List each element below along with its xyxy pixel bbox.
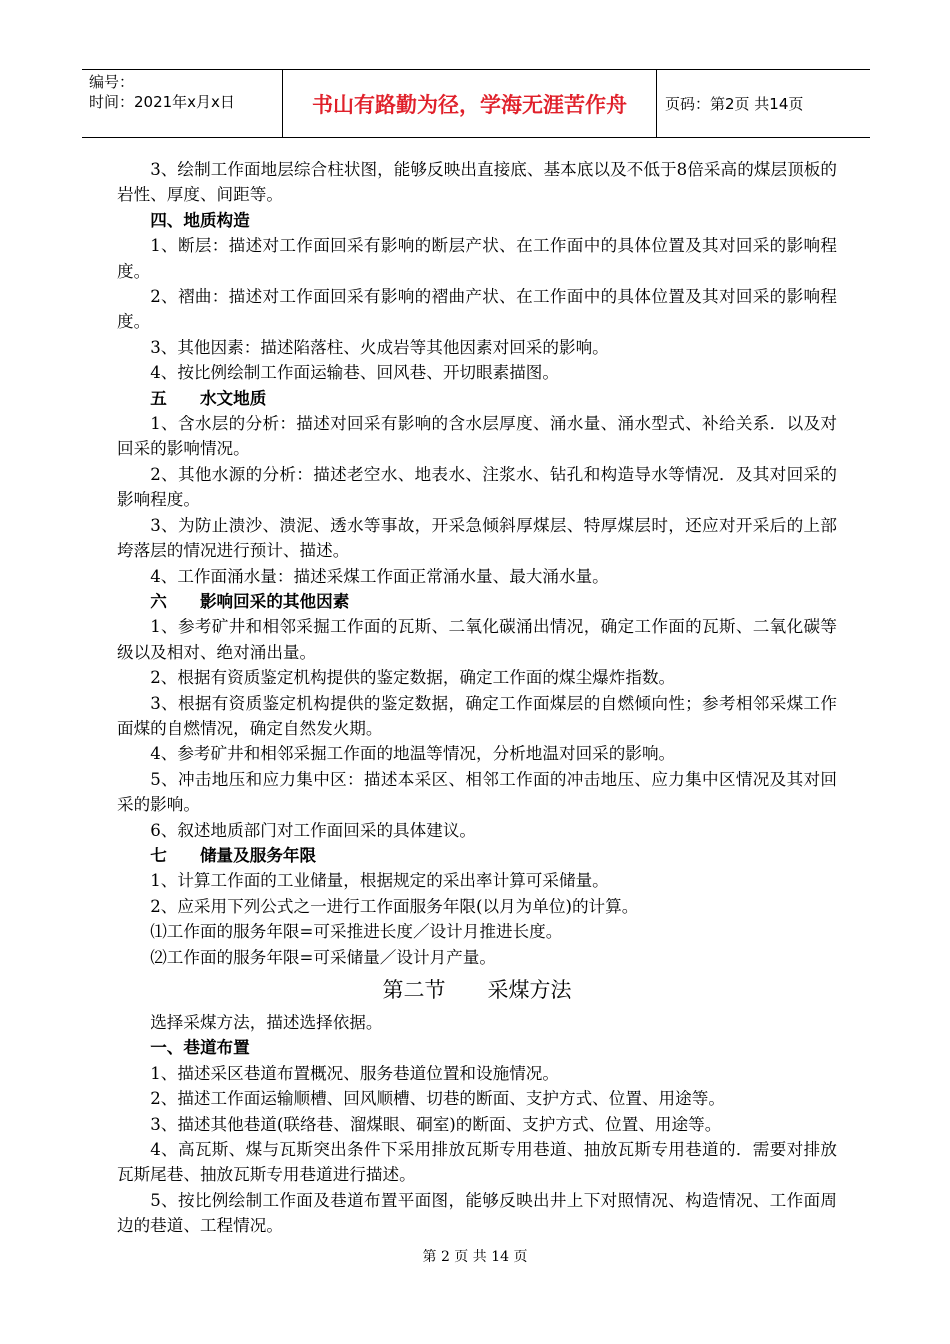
paragraph: 5、冲击地压和应力集中区：描述本采区、相邻工作面的冲击地压、应力集中区情况及其对回采的影响。 xyxy=(117,769,837,815)
paragraph: 1、含水层的分析：描述对回采有影响的含水层厚度、涌水量、涌水型式、补给关系．以及对回采的影响情况。 xyxy=(117,414,837,459)
paragraph: 1、计算工作面的工业储量，根据规定的采出率计算可采储量。 xyxy=(150,871,609,891)
header-table xyxy=(82,69,870,138)
section-number: 第二节 xyxy=(382,978,446,1002)
paragraph: 2、褶曲：描述对工作面回采有影响的褶曲产状、在工作面中的具体位置及其对回采的影响程度。 xyxy=(117,287,837,332)
paragraph: 2、描述工作面运输顺槽、回风顺槽、切巷的断面、支护方式、位置、用途等。 xyxy=(150,1089,725,1109)
paragraph: 3、根据有资质鉴定机构提供的鉴定数据，确定工作面煤层的自燃倾向性；参考相邻采煤工作面煤的自燃情况，确定自然发火期。 xyxy=(117,693,837,738)
paragraph: 2、根据有资质鉴定机构提供的鉴定数据，确定工作面的煤尘爆炸指数。 xyxy=(150,668,676,688)
header-meta xyxy=(82,70,283,137)
heading: 一、巷道布置 xyxy=(150,1037,250,1058)
heading: 五 水文地质 xyxy=(150,387,267,408)
paragraph: 1、参考矿井和相邻采掘工作面的瓦斯、二氧化碳涌出情况，确定工作面的瓦斯、二氧化碳等级以及相对、绝对涌出量。 xyxy=(117,617,837,662)
heading: 七 储量及服务年限 xyxy=(150,844,317,865)
paragraph: 4、高瓦斯、煤与瓦斯突出条件下采用排放瓦斯专用巷道、抽放瓦斯专用巷道的．需要对排放瓦斯尾巷、抽放瓦斯专用巷道进行描述。 xyxy=(117,1140,837,1185)
number-label: 编号： xyxy=(89,73,135,91)
paragraph: 3、为防止溃沙、溃泥、透水等事故，开采急倾斜厚煤层、特厚煤层时，还应对开采后的上部垮落层的情况进行预计、描述。 xyxy=(117,515,837,561)
paragraph: 1、断层：描述对工作面回采有影响的断层产状、在工作面中的具体位置及其对回采的影响程度。 xyxy=(117,236,837,281)
heading: 六 影响回采的其他因素 xyxy=(150,590,350,611)
paragraph: 3、描述其他巷道(联络巷、溜煤眼、硐室)的断面、支护方式、位置、用途等。 xyxy=(150,1114,722,1134)
heading: 四、地质构造 xyxy=(150,209,250,230)
page-label: 页码：第2页 共14页 xyxy=(665,95,804,113)
paragraph: 1、描述采区巷道布置概况、服务巷道位置和设施情况。 xyxy=(150,1063,559,1083)
paragraph: 3、绘制工作面地层综合柱状图，能够反映出直接底、基本底以及不低于8倍采高的煤层顶板的岩性、厚度、间距等。 xyxy=(117,160,837,205)
date-label: 时间：2021年x月x日 xyxy=(89,93,235,111)
paragraph: 4、工作面涌水量：描述采煤工作面正常涌水量、最大涌水量。 xyxy=(150,566,609,586)
motto: 书山有路勤为径，学海无涯苦作舟 xyxy=(283,70,657,137)
paragraph: 6、叙述地质部门对工作面回采的具体建议。 xyxy=(150,820,477,840)
paragraph: 选择采煤方法，描述选择依据。 xyxy=(150,1013,383,1032)
paragraph: 2、其他水源的分析：描述老空水、地表水、注浆水、钻孔和构造导水等情况．及其对回采的影响程度。 xyxy=(117,464,837,510)
paragraph: 5、按比例绘制工作面及巷道布置平面图，能够反映出井上下对照情况、构造情况、工作面周边的巷道、工程情况。 xyxy=(117,1190,837,1236)
document-body xyxy=(117,157,837,1239)
paragraph: 4、参考矿井和相邻采掘工作面的地温等情况，分析地温对回采的影响。 xyxy=(150,744,676,764)
paragraph: 4、按比例绘制工作面运输巷、回风巷、开切眼素描图。 xyxy=(150,363,559,383)
paragraph: 2、应采用下列公式之一进行工作面服务年限(以月为单位)的计算。 xyxy=(150,896,639,916)
paragraph: ⑴工作面的服务年限=可采推进长度／设计月推进长度。 xyxy=(150,922,563,942)
section-title xyxy=(117,970,837,1010)
paragraph: 3、其他因素：描述陷落柱、火成岩等其他因素对回采的影响。 xyxy=(150,337,609,357)
paragraph: ⑵工作面的服务年限=可采储量／设计月产量。 xyxy=(150,947,496,967)
section-name: 采煤方法 xyxy=(487,978,572,1002)
page-footer: 第 2 页 共 14 页 xyxy=(422,1249,528,1265)
